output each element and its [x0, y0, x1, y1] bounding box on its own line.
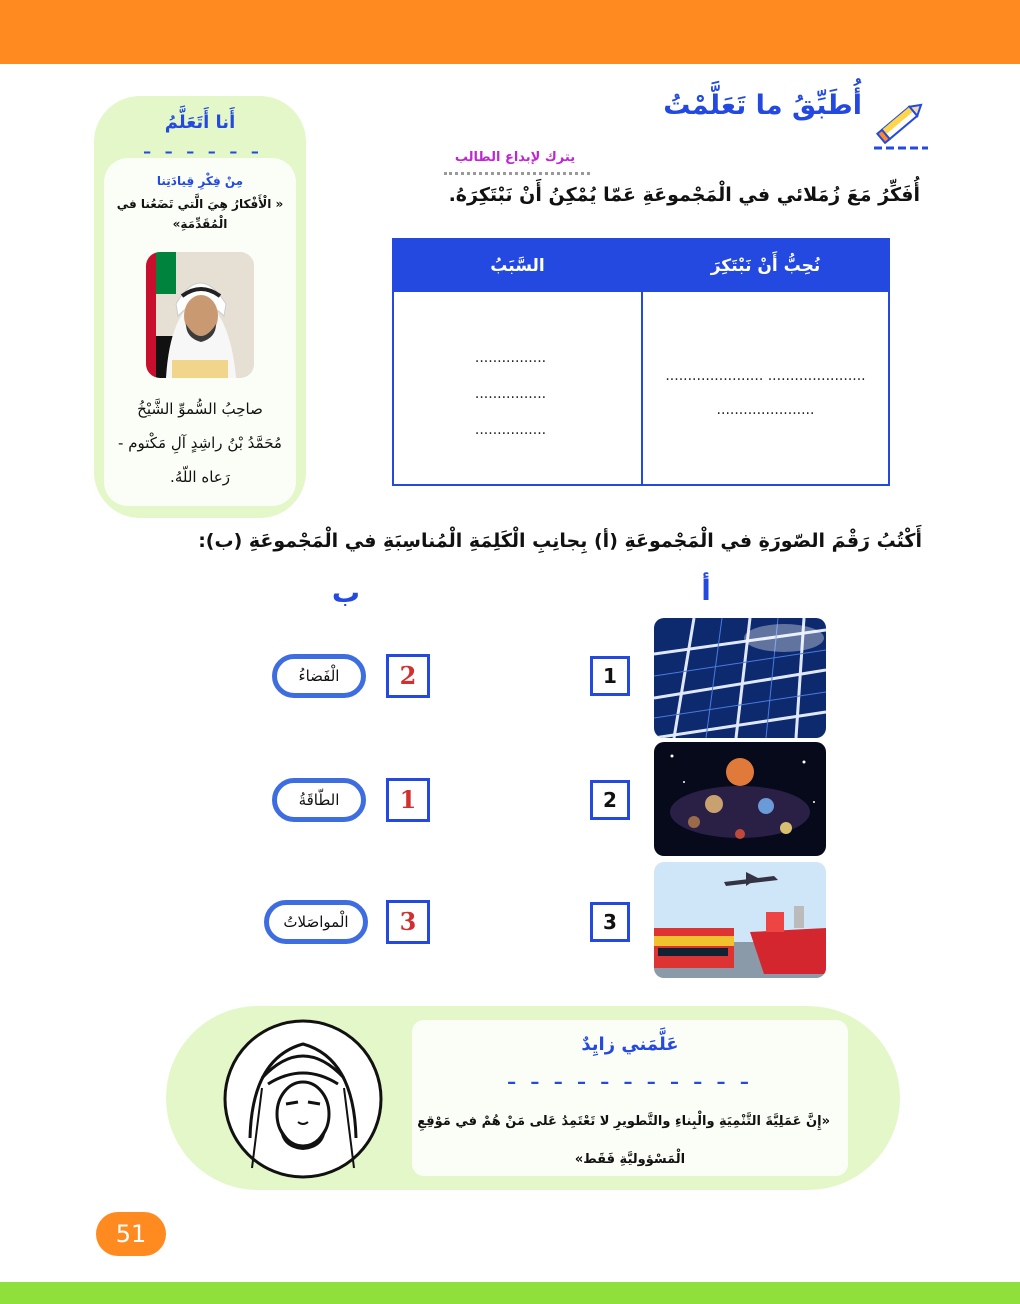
table-header-reason: السَّبَبُ	[490, 256, 545, 276]
teacher-note-dotted-line	[444, 172, 590, 175]
sheikh-name-line3: رَعاه اللّهُ.	[170, 468, 230, 486]
activity1-instruction: أُفَكِّرُ مَعَ زُمَلائي في الْمَجْموعَةِ عَمّا يُمْكِنُ أَنْ نَبْتَكِرَهُ.	[448, 184, 920, 206]
section-title: أُطَبِّقُ ما تَعَلَّمْتُ	[663, 90, 862, 121]
ideas-table	[392, 238, 890, 486]
answer-blank[interactable]: ......................	[716, 402, 815, 418]
sheikh-name-line1: صاحِبُ السُّموِّ الشَّيْخُ	[137, 400, 263, 418]
bottom-green-bar	[0, 1282, 1020, 1304]
top-orange-bar	[0, 0, 1020, 64]
leadership-subtitle: مِنْ فِكْرِ قِيادَتِنا	[156, 174, 244, 188]
zayed-title: عَلَّمَني زايِدٌ	[581, 1034, 679, 1055]
table-column-divider	[641, 240, 643, 484]
answer-blank[interactable]: ................	[474, 386, 547, 402]
sheikh-name-line2: مُحَمَّدُ بْنُ راشِدٍ آلِ مَكْتوم -	[118, 434, 282, 452]
pencil-icon	[872, 94, 930, 152]
leadership-quote: « الْأَفْكارُ هِيَ الَّتي تَضَعُنا في الْمُقَدِّمَةِ»	[116, 197, 284, 231]
group-b-label: ب	[331, 576, 361, 609]
activity2-instruction: أَكْتُبُ رَقْمَ الصّورَةِ في الْمَجْموعَةِ (أ) بِجانِبِ الْكَلِمَةِ الْمُناسِبَةِ في الْمَجْموعَةِ (ب):	[198, 530, 922, 552]
word-energy: الطّاقَةُ	[272, 778, 366, 822]
answer-number-box[interactable]: 2	[386, 654, 430, 698]
image-number-box: 1	[590, 656, 630, 696]
image-number-box: 3	[590, 902, 630, 942]
word-transportation: الْمواصَلاتُ	[264, 900, 368, 944]
sheikh-portrait	[146, 252, 254, 378]
answer-blank[interactable]: ................	[474, 422, 547, 438]
word-space: الْفَضاءُ	[272, 654, 366, 698]
answer-number-box[interactable]: 1	[386, 778, 430, 822]
group-a-label: أ	[701, 574, 711, 607]
page-number: 51	[96, 1212, 166, 1256]
i-learn-dashes: – – – – – –	[143, 142, 263, 161]
answer-number-box[interactable]: 3	[386, 900, 430, 944]
sheikh-zayed-portrait-icon	[222, 1018, 384, 1180]
zayed-dashes: – – – – – – – – – – –	[507, 1072, 753, 1093]
space-planets-photo	[654, 742, 826, 856]
answer-blank[interactable]: ................	[474, 350, 547, 366]
image-number-box: 2	[590, 780, 630, 820]
table-header-innovate: نُحِبُّ أَنْ نَبْتَكِرَ	[710, 256, 821, 276]
answer-blank[interactable]: ...................... ......................	[665, 368, 866, 384]
i-learn-title: أَنا أَتَعَلَّمُ	[164, 112, 236, 133]
zayed-quote-line2: الْمَسْؤوليَّةِ فَقَط»	[574, 1152, 686, 1167]
zayed-quote-line1: «إِنَّ عَمَلِيَّةَ التَّنْمِيَةِ والْبِناءِ والتَّطويرِ لا تَعْتَمِدُ عَلى مَنْ هُمْ في مَوْقِعِ	[417, 1114, 830, 1129]
transportation-photo	[654, 862, 826, 978]
solar-panel-photo	[654, 618, 826, 738]
teacher-note: يترك لإبداع الطالب	[454, 150, 576, 165]
